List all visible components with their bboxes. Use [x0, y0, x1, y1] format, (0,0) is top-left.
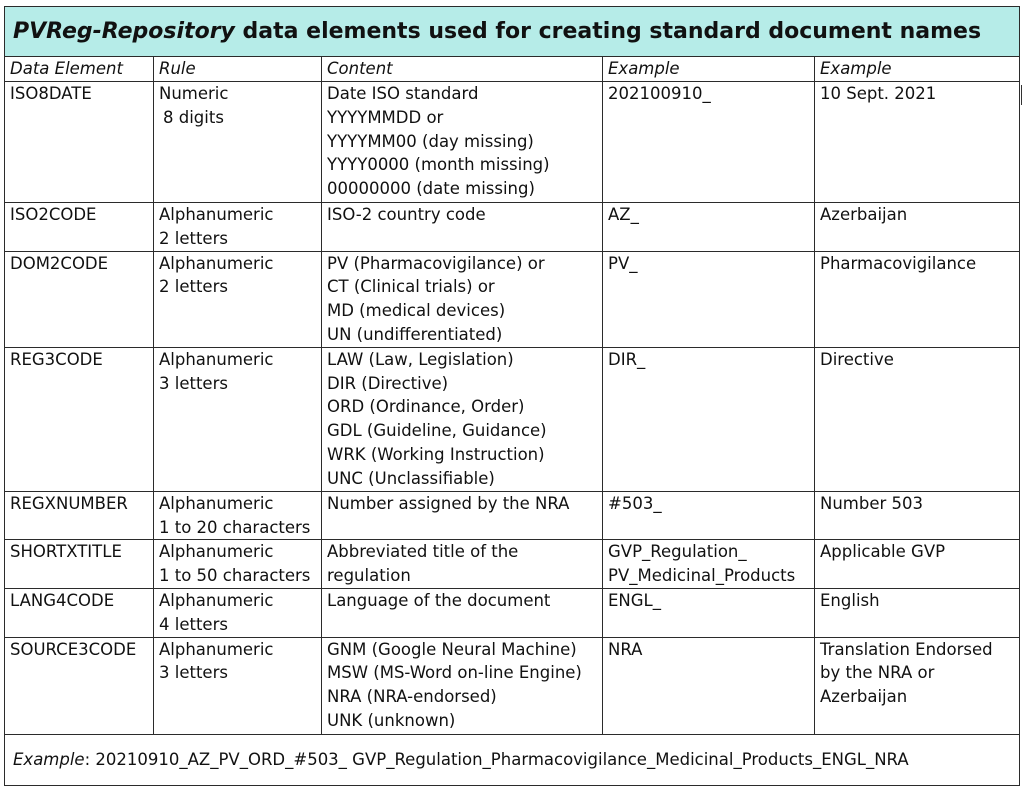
cell-line: 2 letters [159, 277, 228, 297]
example-cell [603, 588, 815, 637]
rule-cell [154, 637, 322, 734]
cell-line: ENGL_ [608, 590, 661, 610]
cell-line: by the NRA or [820, 663, 935, 683]
rule-cell [154, 491, 322, 540]
table-row [5, 251, 1020, 347]
cell-line: GNM (Google Neural Machine) [327, 639, 577, 659]
cell-line: UNC (Unclassifiable) [327, 468, 495, 488]
footer-example [5, 734, 1020, 785]
rule-cell [154, 588, 322, 637]
example-cell-2 [815, 540, 1020, 589]
cell-line: GDL (Guideline, Guidance) [327, 421, 547, 441]
cell-line: YYYYMMDD or [327, 107, 444, 127]
example-cell-2 [815, 203, 1020, 252]
cell-line: 00000000 (date missing) [327, 179, 535, 199]
cell-line: 3 letters [159, 663, 228, 683]
data-element-name: ISO2CODE [5, 203, 154, 252]
data-element-name: DOM2CODE [5, 251, 154, 347]
cell-line: WRK (Working Instruction) [327, 444, 545, 464]
example-cell [603, 491, 815, 540]
cell-line: NRA (NRA-endorsed) [327, 687, 497, 707]
data-element-name: SHORTXTITLE [5, 540, 154, 589]
header-rule: Rule [154, 57, 322, 82]
cell-line: Directive [820, 349, 894, 369]
cell-line: UN (undifferentiated) [327, 324, 503, 344]
cell-line: NRA [608, 639, 643, 659]
cell-line: PV_ [608, 253, 638, 273]
cell-line: regulation [327, 566, 411, 586]
cell-line: MD (medical devices) [327, 301, 506, 321]
cell-line: Azerbaijan [820, 205, 908, 224]
rule-cell [154, 251, 322, 347]
data-element-name: LANG4CODE [5, 588, 154, 637]
cell-line: 8 digits [163, 107, 224, 127]
cell-line: GVP_Regulation_ [608, 542, 747, 562]
example-cell [603, 540, 815, 589]
cell-line: DIR (Directive) [327, 373, 449, 393]
table-row [5, 203, 1020, 252]
table-row [5, 588, 1020, 637]
rule-cell [154, 82, 322, 203]
cell-line: Alphanumeric [159, 493, 274, 513]
cell-line: Alphanumeric [159, 542, 274, 562]
data-elements-table [4, 6, 1020, 786]
header-example: Example [603, 57, 815, 82]
cell-line: ISO-2 country code [327, 205, 486, 224]
header-row [5, 57, 1020, 82]
cell-line: 4 letters [159, 614, 228, 634]
cell-line: 3 letters [159, 373, 228, 393]
example-cell-2 [815, 347, 1020, 491]
example-cell-2 [815, 491, 1020, 540]
cell-line: 1 to 50 characters [159, 566, 311, 586]
example-cell-2 [815, 82, 1020, 203]
cell-line: YYYYMM00 (day missing) [327, 131, 534, 151]
cell-line: Alphanumeric [159, 349, 274, 369]
table-title [5, 7, 1020, 57]
cell-line: English [820, 590, 880, 610]
cell-line: Azerbaijan [820, 687, 908, 707]
title-italic: PVReg-Repository [13, 18, 235, 44]
cell-line: 2 letters [159, 228, 228, 248]
content-cell [322, 203, 603, 252]
content-cell [322, 251, 603, 347]
text-cursor [1021, 85, 1022, 105]
cell-line: PV (Pharmacovigilance) or [327, 253, 545, 273]
cell-line: DIR_ [608, 349, 646, 369]
table-row [5, 540, 1020, 589]
example-cell [603, 347, 815, 491]
footer-text: : 20210910_AZ_PV_ORD_#503_ GVP_Regulation_Pharmacovigilance_Medicinal_Products_ENGL_NRA [84, 749, 909, 769]
table-row [5, 637, 1020, 734]
title-rest: data elements used for creating standard document names [234, 18, 982, 44]
cell-line: LAW (Law, Legislation) [327, 349, 514, 369]
cell-line: 1 to 20 characters [159, 517, 311, 537]
example-cell [603, 203, 815, 252]
content-cell [322, 347, 603, 491]
table-row [5, 347, 1020, 491]
cell-line: Translation Endorsed [820, 639, 993, 659]
example-cell-2 [815, 637, 1020, 734]
cell-line: Language of the document [327, 590, 551, 610]
cell-line: Alphanumeric [159, 253, 274, 273]
example-cell [603, 251, 815, 347]
example-cell-2 [815, 588, 1020, 637]
cell-line: AZ_ [608, 205, 639, 224]
cell-line: 10 Sept. 2021 [820, 84, 937, 103]
cell-line: PV_Medicinal_Products [608, 566, 796, 586]
data-element-name: REG3CODE [5, 347, 154, 491]
example-cell [603, 82, 815, 203]
title-row [5, 7, 1020, 57]
rule-cell [154, 347, 322, 491]
example-cell-2 [815, 251, 1020, 347]
data-element-name: ISO8DATE [5, 82, 154, 203]
cell-line: #503_ [608, 493, 662, 513]
rule-cell [154, 203, 322, 252]
cell-line: 202100910_ [608, 84, 711, 103]
cell-line: Number 503 [820, 493, 924, 513]
example-cell [603, 637, 815, 734]
content-cell [322, 82, 603, 203]
table-row [5, 82, 1020, 203]
cell-line: Date ISO standard [327, 84, 479, 103]
cell-line: YYYY0000 (month missing) [327, 155, 550, 175]
cell-line: Alphanumeric [159, 205, 274, 224]
footer-row [5, 734, 1020, 785]
header-content: Content [322, 57, 603, 82]
rule-cell [154, 540, 322, 589]
content-cell [322, 540, 603, 589]
cell-line: Abbreviated title of the [327, 542, 519, 562]
data-element-name: REGXNUMBER [5, 491, 154, 540]
cell-line: Alphanumeric [159, 590, 274, 610]
table-row [5, 491, 1020, 540]
content-cell [322, 491, 603, 540]
cell-line: Pharmacovigilance [820, 253, 977, 273]
content-cell [322, 637, 603, 734]
cell-line: CT (Clinical trials) or [327, 277, 495, 297]
cell-line: Number assigned by the NRA [327, 493, 570, 513]
header-example-2: Example [815, 57, 1020, 82]
content-cell [322, 588, 603, 637]
header-data-element: Data Element [5, 57, 154, 82]
cell-line: Numeric [159, 84, 229, 103]
cell-line: Alphanumeric [159, 639, 274, 659]
cell-line: UNK (unknown) [327, 710, 456, 730]
data-element-name: SOURCE3CODE [5, 637, 154, 734]
footer-label: Example [13, 749, 85, 769]
cell-line: MSW (MS-Word on-line Engine) [327, 663, 582, 683]
cell-line: ORD (Ordinance, Order) [327, 397, 525, 417]
cell-line: Applicable GVP [820, 542, 946, 562]
